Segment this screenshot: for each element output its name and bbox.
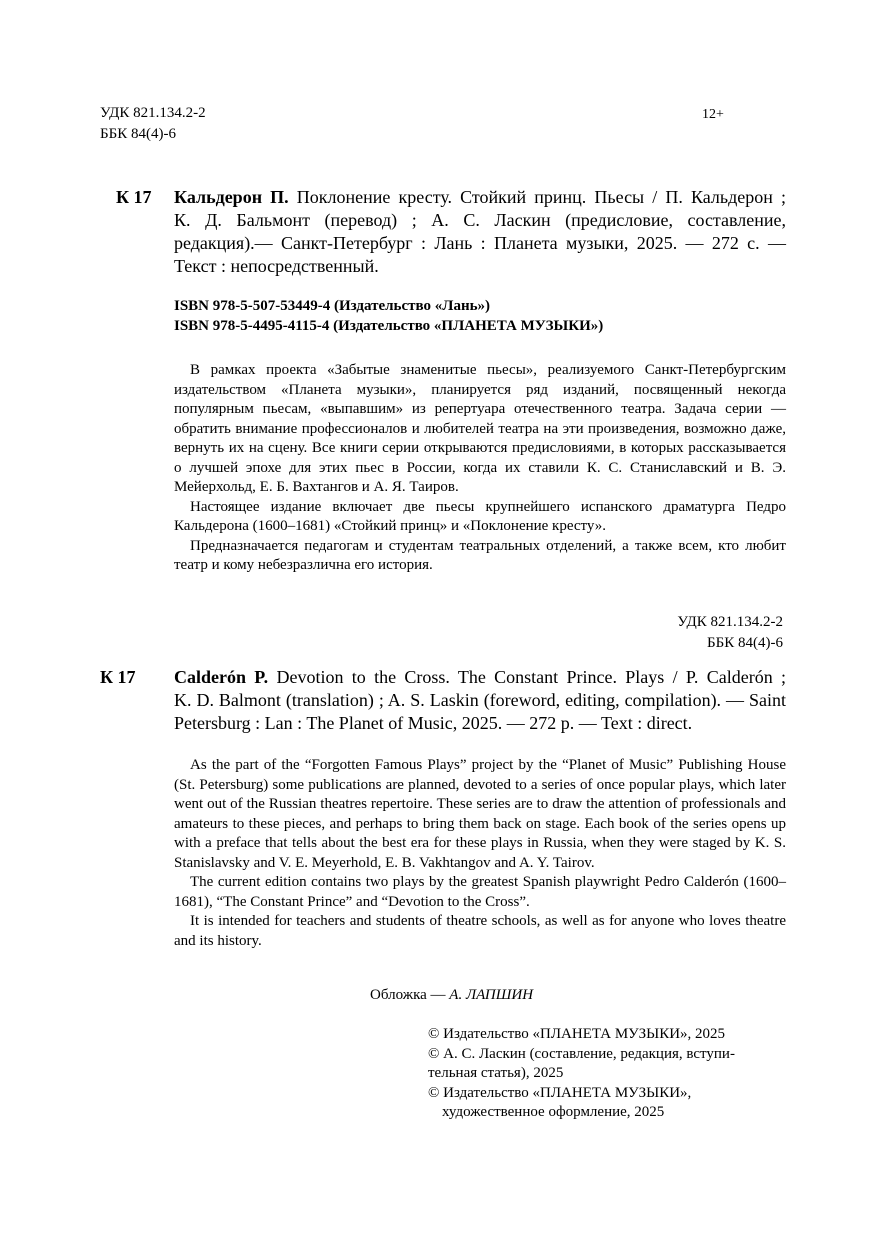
cover-artist: А. ЛАПШИН: [449, 987, 534, 1003]
ru-entry-line-4: Текст : непосредственный.: [174, 256, 379, 276]
age-rating: 12+: [702, 107, 724, 122]
cover-label: Обложка —: [370, 987, 450, 1003]
en-bibliographic-entry: [174, 666, 786, 735]
bbk-code-right: ББК 84(4)-6: [707, 635, 783, 651]
isbn-planeta: ISBN 978-5-4495-4115-4 (Издательство «ПЛАНЕТА МУЗЫКИ»): [174, 318, 604, 334]
ru-bibliographic-entry: [174, 186, 786, 278]
ru-entry-line-1: [174, 186, 786, 209]
ru-annotation: [174, 361, 786, 576]
ru-entry-title: Поклонение кресту. Стойкий принц. Пьесы / П. Кальдерон ;: [288, 187, 786, 207]
copyright-design-2: художественное оформление, 2025: [442, 1104, 665, 1120]
isbn-block: [174, 296, 603, 336]
copyright-block: [428, 1025, 788, 1123]
udk-bbk-header: [100, 103, 206, 145]
en-entry-line-1: [174, 666, 786, 689]
en-entry-line-3: Petersburg : Lan : The Planet of Music, 2025. — 272 p. — Text : direct.: [174, 713, 693, 733]
copyright-laskin-1: © А. С. Ласкин (составление, редакция, вступи-: [428, 1045, 735, 1062]
ru-entry-author: Кальдерон П.: [174, 187, 289, 207]
en-annotation-paragraph-1: As the part of the “Forgotten Famous Plays” project by the “Planet of Music” Publishing House (St. Petersburg) some publications are planned, devoted to a series of once popular plays, which later went out of the Russian theatres repertoire. These series are to draw the attention of professionals and amateurs to these pieces, and perhaps to bring them back on stage. Each book of the series opens up with a preface that tells about the best era for these plays in Russia, when they were staged by K. S. Stanislavsky and V. E. Meyerhold, E. B. Vakhtangov and A. Y. Tairov.: [174, 757, 786, 871]
en-entry-title: Devotion to the Cross. The Constant Prince. Plays / P. Calderón ;: [268, 667, 787, 687]
isbn-lan: ISBN 978-5-507-53449-4 (Издательство «Лань»): [174, 298, 491, 314]
en-entry-line-2: K. D. Balmont (translation) ; A. S. Laskin (foreword, editing, compilation). — Saint: [174, 690, 786, 710]
en-annotation: [174, 756, 786, 951]
copyright-laskin-2: тельная статья), 2025: [428, 1065, 564, 1081]
ru-annotation-paragraph-1: В рамках проекта «Забытые знаменитые пьесы», реализуемого Санкт-Петербургским издательством «Планета музыки», планируется ряд изданий, посвященный некогда популярным пьесам, «выпавшим» из репертуара отечественного театра. Задача серии — обратить внимание профессионалов и любителей театра на эти произведения, возможно даже, вернуть их на сцену. Все книги серии открываются предисловиями, в которых рассказывается о лучшей эпохе для этих пьес в России, когда их ставили К. С. Станиславский и В. Э. Мейерхольд, Е. Б. Вахтангов и А. Я. Таиров.: [174, 362, 786, 495]
ru-entry-line-3: редакция).— Санкт-Петербург : Лань : Планета музыки, 2025. — 272 с. —: [174, 233, 786, 253]
ru-annotation-paragraph-3: Предназначается педагогам и студентам театральных отделений, а также всем, кто любит театр и кому небезразлична его история.: [174, 537, 786, 573]
ru-author-sign: К 17: [116, 187, 152, 207]
ru-entry-line-2: К. Д. Бальмонт (перевод) ; А. С. Ласкин (предисловие, составление,: [174, 210, 786, 230]
udk-code-right: УДК 821.134.2-2: [677, 614, 783, 630]
copyright-design-1: © Издательство «ПЛАНЕТА МУЗЫКИ»,: [428, 1084, 692, 1101]
udk-bbk-right: [600, 612, 783, 654]
en-annotation-paragraph-3: It is intended for teachers and students of theatre schools, as well as for anyone who loves theatre and its history.: [174, 913, 786, 949]
bbk-code: ББК 84(4)-6: [100, 126, 176, 142]
en-author-sign: К 17: [100, 667, 136, 687]
udk-code: УДК 821.134.2-2: [100, 105, 206, 121]
cover-credit: [370, 987, 533, 1004]
ru-annotation-paragraph-2: Настоящее издание включает две пьесы крупнейшего испанского драматурга Педро Кальдерона (1600–1681) «Стойкий принц» и «Поклонение кресту».: [174, 498, 786, 534]
en-entry-author: Calderón P.: [174, 667, 269, 687]
copyright-publisher: © Издательство «ПЛАНЕТА МУЗЫКИ», 2025: [428, 1026, 726, 1042]
en-annotation-paragraph-2: The current edition contains two plays by the greatest Spanish playwright Pedro Calderón (1600–1681), “The Constant Prince” and “Devotion to the Cross”.: [174, 874, 786, 910]
